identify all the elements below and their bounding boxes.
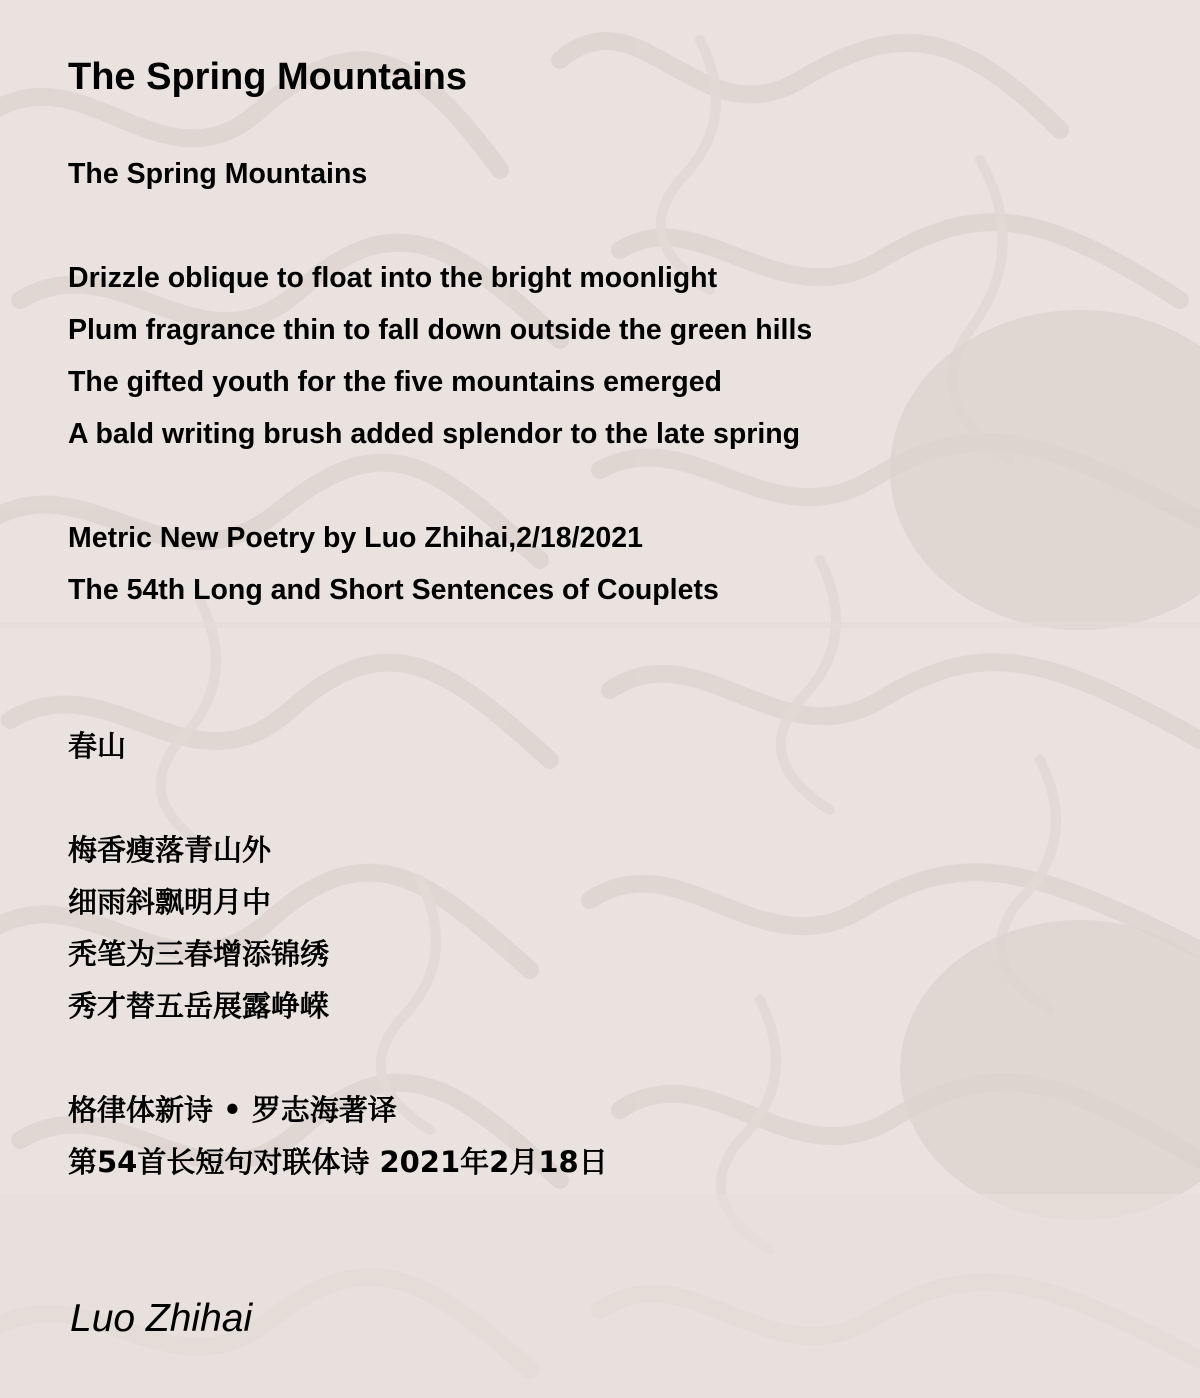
poem-blank-line [68, 200, 812, 252]
poem-line: 秀才替五岳展露峥嵘 [68, 989, 330, 1023]
poem-blank-line [68, 460, 812, 512]
poem-line: A bald writing brush added splendor to the late spring [68, 418, 801, 450]
poem-line: 梅香瘦落青山外 [68, 833, 272, 867]
poem-line: Metric New Poetry by Luo Zhihai,2/18/2021 [68, 522, 643, 554]
poem-line: Drizzle oblique to float into the bright moonlight [68, 262, 718, 294]
poem-line: 秃笔为三春增添锦绣 [68, 937, 330, 971]
poem-line: The Spring Mountains [68, 158, 368, 190]
poem-line: 格律体新诗 • 罗志海著译 [68, 1093, 397, 1127]
poem-blank-line [68, 616, 812, 668]
poem-line: Plum fragrance thin to fall down outside the green hills [68, 314, 813, 346]
poem-line: 第54首长短句对联体诗 2021年2月18日 [68, 1145, 608, 1179]
poem-line: 细雨斜飘明月中 [68, 885, 272, 919]
poem-line: 春山 [68, 729, 127, 763]
poem-blank-line [68, 1032, 812, 1084]
poem-blank-line [68, 772, 812, 824]
poem-blank-line [68, 668, 812, 720]
poem-body [68, 148, 812, 1188]
poem-line: The 54th Long and Short Sentences of Couplets [68, 574, 719, 606]
poem-line: The gifted youth for the five mountains emerged [68, 366, 722, 398]
poem-author: Luo Zhihai [70, 1297, 253, 1340]
poem-title: The Spring Mountains [68, 56, 467, 98]
